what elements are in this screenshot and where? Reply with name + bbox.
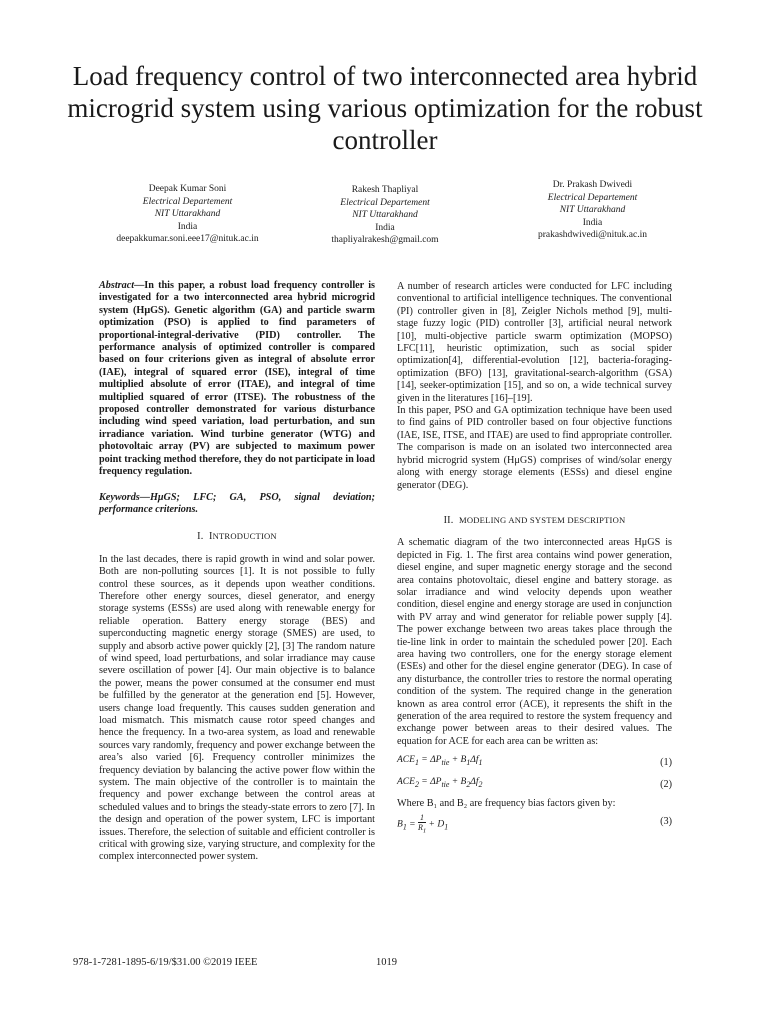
author-email: thapliyalrakesh@gmail.com (331, 235, 439, 245)
author-institution: NIT Uttarakhand (352, 210, 418, 220)
author-block-2 (300, 184, 470, 247)
introduction-text: In the last decades, there is rapid growth in wind and solar power. Both are non-polluting sources [1]. It is not possible to fully control these sources, as it depends upon weather conditions. Therefore other energy sources, diesel generator, and energy storage systems (ESSs) are used along with renewable energy for reliable operation. Battery energy storage (BES) and superconducting magnetic energy storage (SMES) are used, to supply and absorb active power quickly [2], [3] The random nature of wind speed, load perturbations, and solar irradiance may cause severe oscillation of power [4]. Our main objective is to balance the power, means the power consumed at the consumer end must be fulfilled by the generator at the generation end [5]. However, users change load frequently. This causes sudden generation and load mismatch. This mismatch cause rotor speed changes and hence the frequency. In a two-area system, as load and renewable sources vary randomly, frequency and power exchange between the area’s also varied [6]. Frequency controller minimizes the frequency deviation by balancing the active power flow within the system. The main objective of the controller is to maintain the frequency and power exchange between the control areas at scheduled values and to brings the steady-state errors to zero [7]. In the design and operation of the power system, LFC is important issues. Therefore, the selection of suitable and efficient controller is critical with growing size, varying structure, and complexity for the complex interconnected power system. (99, 553, 376, 863)
equation-number: (3) (660, 815, 672, 827)
author-name: Deepak Kumar Soni (148, 184, 227, 194)
author-institution: NIT Uttarakhand (154, 209, 221, 219)
section-heading-introduction: I. INTRODUCTION (197, 531, 277, 543)
paper-title: Load frequency control of two interconnected area hybrid microgrid system using various optimization for the robust controller (67, 61, 703, 155)
equation-3: $B_1$ = $\frac{1}{R_1}$ + $D_1$ (3) (397, 812, 672, 835)
abstract (99, 280, 375, 479)
author-email: prakashdwivedi@nituk.ac.in (538, 230, 647, 240)
abstract-label: Abstract (99, 280, 135, 291)
right-paragraph-2: In this paper, PSO and GA optimization technique have been used to find gains of PID controller based on four objective functions (IAE, ISE, ITSE, and ITAE) are used to find appropriate controller. The comparison is made on an isolated two interconnected area hybrid microgrid system (HμGS) comprises of wind/solar energy along with energy storage elements (ESSs) and diesel engine generator (DEG). (397, 405, 672, 491)
section-numeral: II. (443, 514, 454, 526)
copyright-footer: 978-1-7281-1895-6/19/$31.00 ©2019 IEEE (73, 957, 258, 968)
section-numeral: I. (197, 531, 204, 543)
author-dept: Electrical Departement (142, 196, 233, 207)
author-name: Dr. Prakash Dwivedi (552, 180, 633, 190)
equation-2: $ACE_2 = \Delta P_{tie} + B_2\Delta f_2$ (2) (397, 777, 672, 791)
author-country: India (582, 217, 603, 228)
modeling-text: A schematic diagram of the two interconnected areas HμGS is depicted in Fig. 1. The first area contains wind power generation, diesel engine, and super magnetic energy storage and the second area contains photovoltaic, diesel engine and battery storage. as solar irradiance and wind velocity depends upon weather condition, diesel engine and energy storage are used in conjunction with PV array and wind generator for reliable power supply [4]. The power exchange between two areas takes place through the tie-line link in order to maintain the scheduled power [20]. Each area having two controllers, one for the energy storage element (ESEs) and other for the diesel engine generator (DEG). In case of any disturbance, the controller tries to restore the normal operating condition of the system. The required change in the generation known as area control error (ACE), it represents the shift in the generation of the area required to restore the system frequency and exchange power between areas to their desired values. The equation for ACE for each area can be written as: (397, 537, 672, 747)
author-institution: NIT Uttarakhand (559, 205, 626, 215)
author-block-3 (505, 179, 680, 242)
author-name: Rakesh Thapliyal (351, 185, 419, 195)
abstract-text: —In this paper, a robust load frequency controller is investigated for a two interconnected area hybrid microgrid system (HμGS). Genetic algorithm (GA) and particle swarm optimization (PSO) is applied to find parameters of proportional-integral-derivative (PID) controller. The performance analysis of optimized controller is compared based on four criterions given as integral of absolute error (IAE), integral of squared error (ISE), integral of time multiplied absolute of error (ITAE), and integral of time multiplied squared of error (ITSE). The robustness of the proposed controller demonstrated for various disturbance including wind speed variation, load perturbation, and sun irradiance variation. Wind turbine generator (WTG) and photovoltaic array (PV) are subjected to maximum power point tracking method therefore, they do not participate in load frequency regulation. (99, 280, 375, 478)
author-email: deepakkumar.soni.eee17@nituk.ac.in (116, 234, 259, 244)
equation-1: $ACE_1 = \Delta P_{tie} + B_1\Delta f_1$ (1) (397, 755, 672, 769)
section-heading-modeling: II. MODELING AND SYSTEM DESCRIPTION (443, 514, 626, 526)
author-dept: Electrical Departement (547, 192, 638, 203)
author-country: India (375, 222, 395, 233)
left-column (99, 280, 375, 864)
page-number: 1019 (376, 957, 397, 968)
author-dept: Electrical Departement (340, 197, 430, 208)
keywords-label: Keywords (99, 491, 140, 503)
author-country: India (177, 221, 198, 232)
author-block-1 (95, 183, 280, 246)
right-column (397, 281, 672, 837)
where-text: Where B₁ and B₂ are frequency bias factors given by: (397, 798, 616, 810)
equation-number: (2) (660, 779, 672, 791)
keywords-text: —HμGS; LFC; GA, PSO, signal deviation; performance criterions. (99, 491, 375, 515)
right-paragraph-1: A number of research articles were conducted for LFC including conventional to artificial intelligence techniques. The conventional (PI) controller given in [8], Zeigler Nichols method [9], multi-stage fuzzy logic (PID) controller [3], artificial neural network [10], multi-objective particle swarm optimization (MOPSO) LFC[11], heuristic optimization, such as social spider optimization[4], differential-evolution [12], bacteria-foraging-optimization (BFO) [13], gravitational-search-algorithm (GSA) [14], seeker-optimization [15], and so on, a wide technical survey given in the literatures [16]–[19]. (397, 281, 672, 404)
equation-number: (1) (660, 757, 672, 769)
keywords (99, 492, 375, 517)
